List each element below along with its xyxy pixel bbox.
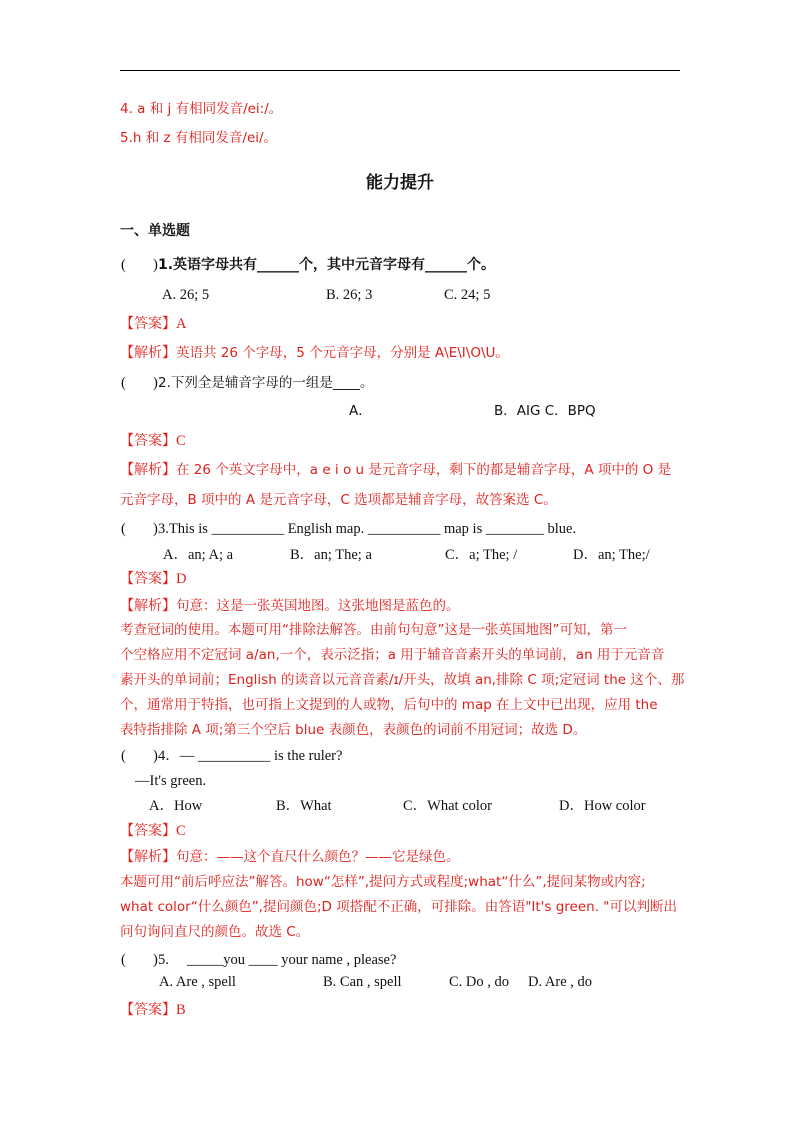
q4-option-c: C．What color xyxy=(403,798,492,814)
q3-analysis-line-6: 表特指排除 A 项;第三个空后 blue 表颜色，表颜色的词前不用冠词；故选 D。 xyxy=(120,722,587,738)
note-5: 5.h 和 z 有相同发音/ei/。 xyxy=(120,130,278,146)
answer-tag: 【答案】 xyxy=(120,823,176,839)
q1-analysis xyxy=(120,343,509,363)
q3-option-b: B．an; The; a xyxy=(290,547,372,563)
analysis-tag: 【解析】 xyxy=(120,345,176,361)
q4-paren-close: ) xyxy=(153,748,158,764)
q5-stem: 5. _____you ____ your name , please? xyxy=(158,952,397,968)
q2-option-a: A． xyxy=(349,403,372,419)
q4-option-a: A．How xyxy=(149,798,203,814)
analysis-tag: 【解析】 xyxy=(120,849,176,865)
q3-paren-open: ( xyxy=(121,521,126,537)
answer-tag: 【答案】 xyxy=(120,571,176,587)
q1-option-c: C. 24; 5 xyxy=(444,287,491,303)
q3-option-c: C．a; The; / xyxy=(445,547,518,563)
q3-option-d: D．an; The;/ xyxy=(573,547,650,563)
q1-paren-open: ( xyxy=(121,257,126,273)
q3-analysis-text-1: 句意：这是一张英国地图。这张地图是蓝色的。 xyxy=(176,598,460,614)
q4-option-b: B．What xyxy=(276,798,332,814)
note-4: 4. a 和 j 有相同发音/ei:/。 xyxy=(120,101,283,117)
q4-option-d: D．How color xyxy=(559,798,646,814)
q3-paren-close: ) xyxy=(153,521,158,537)
q1-answer xyxy=(120,314,186,334)
q1-stem: 1.英语字母共有______个，其中元音字母有______个。 xyxy=(158,257,496,273)
answer-tag: 【答案】 xyxy=(120,1002,176,1018)
q5-answer-value: B xyxy=(176,1002,186,1018)
q2-analysis-text-1: 在 26 个英文字母中，a e i o u 是元音字母，剩下的都是辅音字母，A 项中的 O 是 xyxy=(176,462,672,478)
section-heading: 一、单选题 xyxy=(120,223,190,239)
q5-option-c: C. Do , do xyxy=(449,974,510,990)
q3-answer xyxy=(120,569,186,589)
q1-option-b: B. 26; 3 xyxy=(326,287,373,303)
q5-option-d: D. Are , do xyxy=(528,974,593,990)
section-title: 能力提升 xyxy=(366,173,434,193)
q2-paren-open: ( xyxy=(121,375,126,391)
q5-option-a: A. Are , spell xyxy=(159,974,236,990)
q2-stem: 2.下列全是辅音字母的一组是____。 xyxy=(158,375,374,391)
q2-analysis-line-2: 元音字母，B 项中的 A 是元音字母，C 选项都是辅音字母，故答案选 C。 xyxy=(120,492,557,508)
q4-stem: 4．— __________ is the ruler? xyxy=(158,748,343,764)
header-rule xyxy=(120,70,680,71)
q5-answer xyxy=(120,1000,186,1020)
q2-option-bc: B．AIG C．BPQ xyxy=(494,403,596,419)
q1-analysis-text: 英语共 26 个字母，5 个元音字母，分别是 A\E\I\O\U。 xyxy=(176,345,509,361)
q2-answer xyxy=(120,431,186,451)
q4-analysis-line-2: 本题可用“前后呼应法”解答。how“怎样”,提问方式或程度;what“什么”,提问某物或内容; xyxy=(120,874,646,890)
q4-reply: —It's green. xyxy=(135,773,207,789)
q3-answer-value: D xyxy=(176,571,187,587)
analysis-tag: 【解析】 xyxy=(120,462,176,478)
q4-answer xyxy=(120,821,186,841)
analysis-tag: 【解析】 xyxy=(120,598,176,614)
q2-analysis-line-1 xyxy=(120,460,671,480)
q4-analysis-line-1 xyxy=(120,847,460,867)
q3-analysis-line-2: 考查冠词的使用。本题可用“排除法解答。由前句句意”这是一张英国地图”可知，第一 xyxy=(120,622,627,638)
q4-analysis-line-4: 问句询问直尺的颜色。故选 C。 xyxy=(120,924,310,940)
q5-paren-close: ) xyxy=(153,952,158,968)
q5-paren-open: ( xyxy=(121,952,126,968)
q3-analysis-line-3: 个空格应用不定冠词 a/an,一个，表示泛指；a 用于辅音音素开头的单词前，an 用于元音音 xyxy=(120,647,665,663)
q3-analysis-line-5: 个，通常用于特指，也可指上文提到的人或物，后句中的 map 在上文中已出现，应用 the xyxy=(120,697,658,713)
q2-answer-value: C xyxy=(176,433,186,449)
q3-analysis-line-4: 素开头的单词前；English 的读音以元音音素/ɪ/开头，故填 an,排除 C 项;定冠词 the 这个、那 xyxy=(120,672,685,688)
answer-tag: 【答案】 xyxy=(120,316,176,332)
q3-analysis-line-1 xyxy=(120,596,460,616)
q4-answer-value: C xyxy=(176,823,186,839)
q5-option-b: B. Can , spell xyxy=(323,974,402,990)
answer-tag: 【答案】 xyxy=(120,433,176,449)
q4-analysis-line-3: what color“什么颜色”,提问颜色;D 项搭配不正确，可排除。由答语"It's green. "可以判断出 xyxy=(120,899,678,915)
q4-paren-open: ( xyxy=(121,748,126,764)
q1-option-a: A. 26; 5 xyxy=(162,287,210,303)
q4-analysis-text-1: 句意：——这个直尺什么颜色？——它是绿色。 xyxy=(176,849,460,865)
q3-option-a: A．an; A; a xyxy=(163,547,234,563)
q2-paren-close: ) xyxy=(153,375,158,391)
q3-stem: 3.This is __________ English map. __________ map is ________ blue. xyxy=(158,521,577,537)
q1-answer-value: A xyxy=(176,316,187,332)
q1-paren-close: ) xyxy=(153,257,158,273)
